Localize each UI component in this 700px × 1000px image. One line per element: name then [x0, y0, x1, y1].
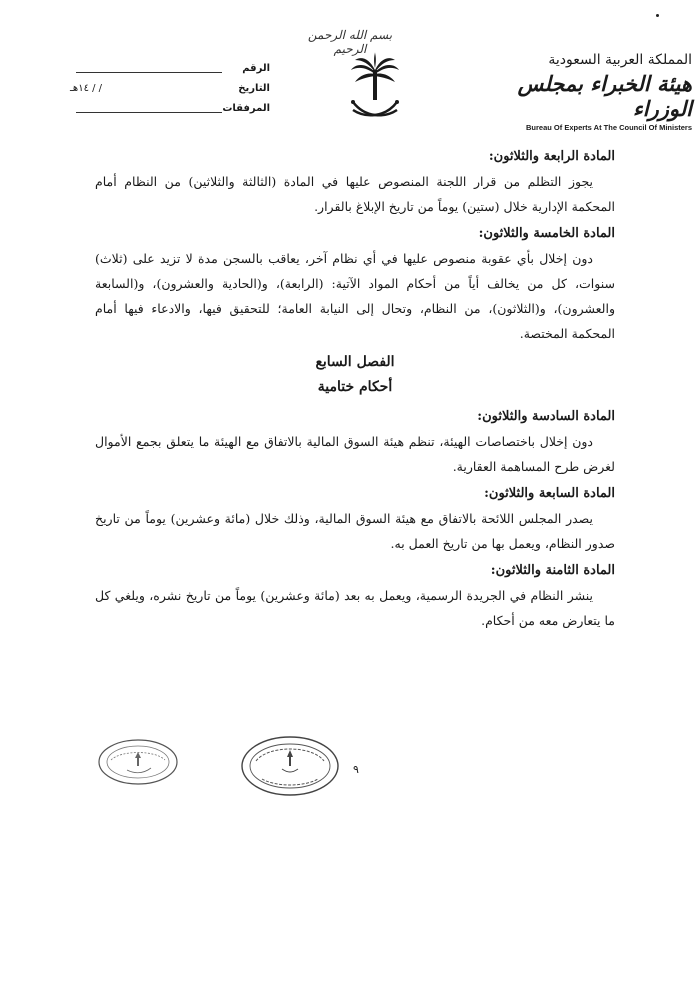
ref-date-value: / / ١٤هـ [70, 82, 103, 94]
article-38-text: ينشر النظام في الجريدة الرسمية، ويعمل به بعد (مائة وعشرين) يوماً من تاريخ نشره، ويلغي كل ما يتعارض معه من أحكام. [95, 588, 615, 628]
chapter-subtitle: أحكام ختامية [317, 379, 393, 395]
document-body [95, 144, 615, 635]
article-37-text: يصدر المجلس اللائحة بالاتفاق مع هيئة السوق المالية، وذلك خلال (مائة وعشرين) يوماً من تاريخ صدور النظام، ويعمل بها من تاريخ العمل به. [95, 511, 615, 551]
ref-number-line [76, 64, 222, 73]
org-country: المملكة العربية السعودية [548, 52, 692, 68]
org-title: هيئة الخبراء بمجلس الوزراء [517, 71, 692, 121]
ref-attachments-label: المرفقات [222, 102, 270, 114]
article-34-text: يجوز التظلم من قرار اللجنة المنصوص عليها في المادة (الثالثة والثلاثين) من النظام أمام المحكمة الإدارية خلال (ستين) يوماً من تاريخ الإبلاغ بالقرار. [95, 174, 615, 214]
article-35-text: دون إخلال بأي عقوبة منصوص عليها في أي نظام آخر، يعاقب بالسجن مدة لا تزيد على (ثلاث) سنوات، كل من يخالف أياً من أحكام المواد الآتية: (الرابعة)، و(الحادية والعشرون)، و(السابعة والعشرون)، و(الثلاثون)، من النظام، وتحال إلى النيابة العامة؛ للتحقيق فيها، والادعاء فيها أمام المحكمة المختصة. [95, 251, 615, 341]
ref-date-label: التاريخ [238, 82, 270, 94]
saudi-emblem-icon [345, 52, 405, 122]
chapter-title: الفصل السابع [315, 354, 395, 370]
article-36-text: دون إخلال باختصاصات الهيئة، تنظم هيئة السوق المالية بالاتفاق مع الهيئة ما يتعلق بجمع الأموال لغرض طرح المساهمة العقارية. [95, 434, 615, 474]
letterhead [0, 0, 700, 135]
article-35-title: المادة الخامسة والثلاثون: [478, 226, 615, 241]
page-number: ٩ [353, 763, 359, 776]
official-seal-icon [97, 738, 179, 786]
ref-date-row [70, 78, 270, 98]
article-34-title: المادة الرابعة والثلاثون: [488, 149, 615, 164]
article-37-title: المادة السابعة والثلاثون: [484, 486, 615, 501]
ministry-stamp-icon [240, 735, 340, 797]
ref-number-label: الرقم [242, 62, 270, 74]
ref-attachments-line [76, 104, 222, 113]
reference-block [70, 58, 270, 118]
ref-number-row [70, 58, 270, 78]
ref-attachments-row [70, 98, 270, 118]
organization-name [472, 52, 692, 132]
org-english: Bureau Of Experts At The Council Of Ministers [526, 123, 692, 132]
article-36-title: المادة السادسة والثلاثون: [477, 409, 615, 424]
article-38-title: المادة الثامنة والثلاثون: [490, 563, 615, 578]
bismillah: بسم الله الرحمن الرحيم [307, 28, 393, 56]
